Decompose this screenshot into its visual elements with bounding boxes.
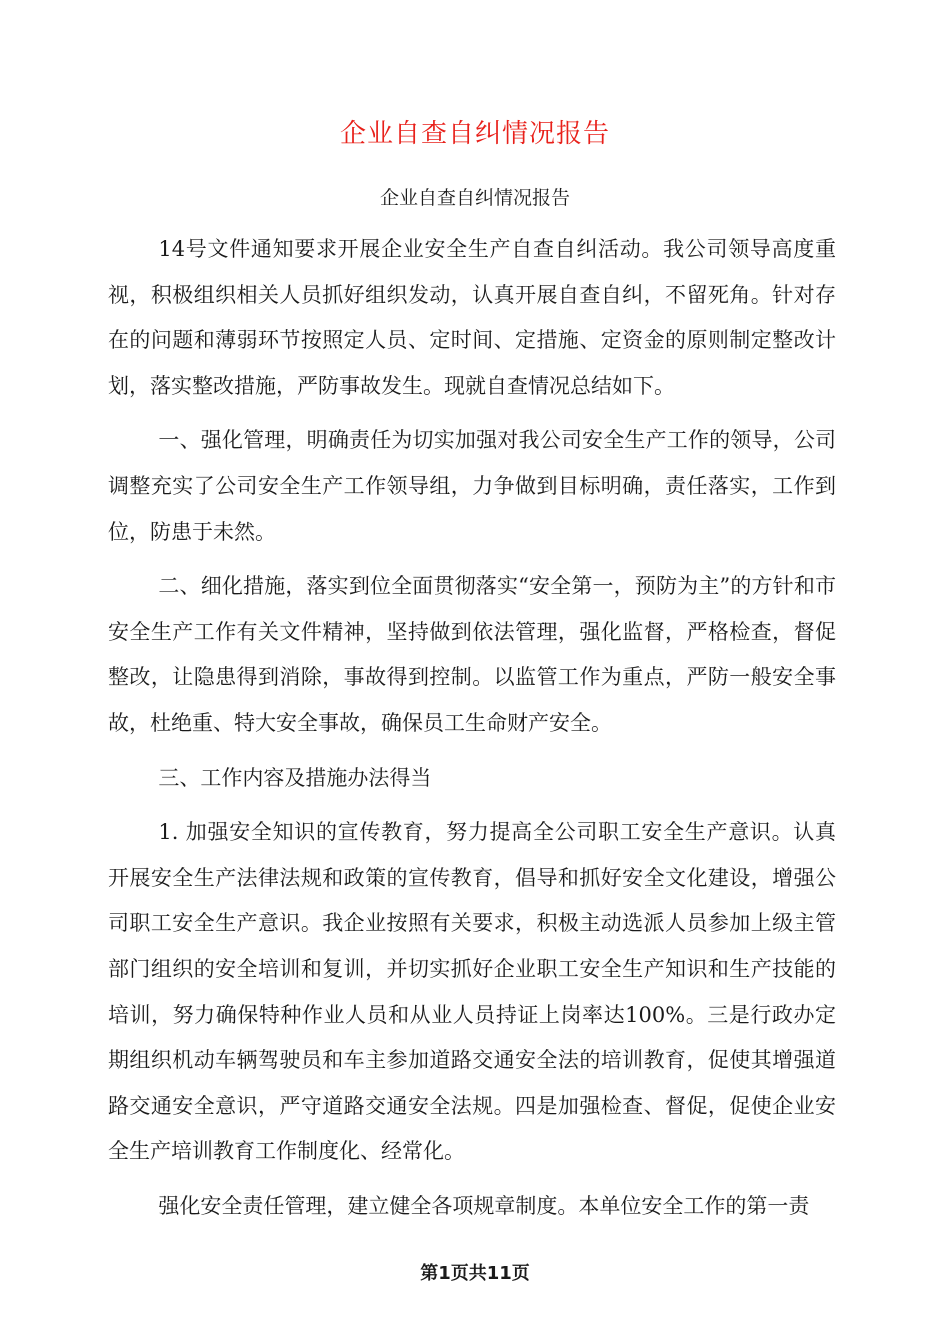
document-subtitle: 企业自查自纠情况报告: [379, 187, 570, 209]
paragraph-section-2: 二、细化措施，落实到位全面贯彻落实“安全第一，预防为主”的方针和市安全生产工作有关文件精神，坚持做到依法管理，强化监督，严格检查，督促整改，让隐患得到消除，事故得到控制。以监管工作为重点，严防一般安全事故，杜绝重、特大安全事故，确保员工生命财产安全。: [108, 574, 836, 735]
document-title: 企业自查自纠情况报告: [339, 119, 610, 149]
paragraph-section-1: 一、强化管理，明确责任为切实加强对我公司安全生产工作的领导，公司调整充实了公司安全生产工作领导组，力争做到目标明确，责任落实，工作到位，防患于未然。: [108, 428, 836, 544]
paragraph-intro: 14号文件通知要求开展企业安全生产自查自纠活动。我公司领导高度重视，积极组织相关人员抓好组织发动，认真开展自查自纠，不留死角。针对存在的问题和薄弱环节按照定人员、定时间、定措施、定资金的原则制定整改计划，落实整改措施，严防事故发生。现就自查情况总结如下。: [108, 237, 836, 398]
page-number-footer: 第1页共11页: [420, 1263, 530, 1284]
paragraph-responsibility: 强化安全责任管理，建立健全各项规章制度。本单位安全工作的第一责: [158, 1193, 810, 1218]
paragraph-section-3-heading: 三、工作内容及措施办法得当: [158, 765, 432, 790]
paragraph-item-1: 1. 加强安全知识的宣传教育，努力提高全公司职工安全生产意识。认真开展安全生产法律法规和政策的宣传教育，倡导和抓好安全文化建设，增强公司职工安全生产意识。我企业按照有关要求，积极主动选派人员参加上级主管部门组织的安全培训和复训，并切实抓好企业职工安全生产知识和生产技能的培训，努力确保特种作业人员和从业人员持证上岗率达100%。三是行政办定期组织机动车辆驾驶员和车主参加道路交通安全法的培训教育，促使其增强道路交通安全意识，严守道路交通安全法规。四是加强检查、督促，促使企业安全生产培训教育工作制度化、经常化。: [108, 820, 836, 1164]
document-body: [108, 227, 836, 1238]
